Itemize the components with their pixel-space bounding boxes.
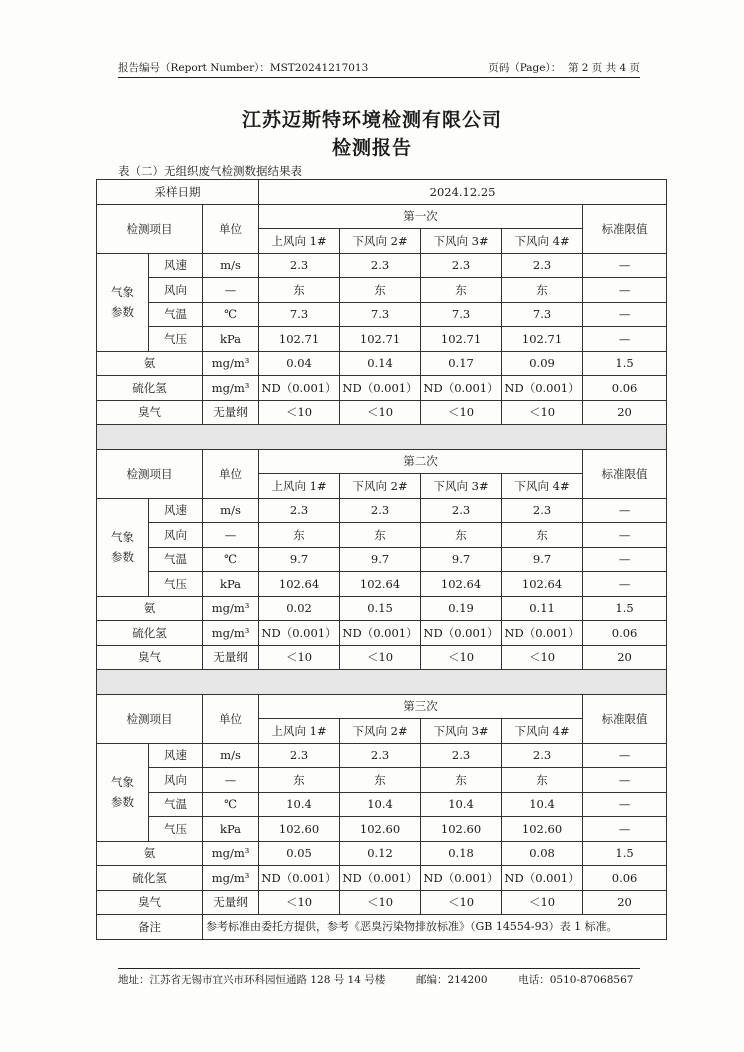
item-name: 风向 [149,278,203,303]
footer-phone: 电话：0510-87068567 [518,974,634,986]
page-number [488,60,640,75]
value-cell: 102.71 [421,327,502,352]
value-cell: ＜10 [259,645,340,670]
value-cell: 东 [259,523,340,548]
data-row [97,841,667,866]
data-row [97,351,667,376]
value-cell: 7.3 [340,302,421,327]
limit-cell: — [583,792,667,817]
value-cell: 0.04 [259,351,340,376]
data-row [97,645,667,670]
value-cell: ＜10 [502,645,583,670]
report-number-label: 报告编号（Report Number）： [118,62,270,74]
point-header: 下风向 3# [421,229,502,254]
data-row [97,572,667,597]
value-cell: 0.09 [502,351,583,376]
limit-cell: — [583,278,667,303]
data-row [97,596,667,621]
item-name: 硫化氢 [97,376,203,401]
page-header [118,60,640,78]
value-cell: ND（0.001） [421,866,502,891]
limit-cell: — [583,572,667,597]
sampling-date-value: 2024.12.25 [259,180,667,205]
data-row [97,866,667,891]
value-cell: 0.18 [421,841,502,866]
remark-row [97,915,667,940]
value-cell: 0.14 [340,351,421,376]
unit-cell: ℃ [203,792,259,817]
value-cell: 东 [502,523,583,548]
value-cell: 2.3 [421,253,502,278]
section-gap-row [97,670,667,695]
item-name: 气压 [149,817,203,842]
value-cell: 102.71 [340,327,421,352]
data-row [97,523,667,548]
value-cell: ＜10 [421,645,502,670]
data-row [97,253,667,278]
unit-cell: m/s [203,743,259,768]
data-row [97,498,667,523]
value-cell: 9.7 [340,547,421,572]
value-cell: 2.3 [259,743,340,768]
data-row [97,621,667,646]
value-cell: 102.64 [259,572,340,597]
value-cell: 102.71 [259,327,340,352]
footer-address: 地址：江苏省无锡市宜兴市环科园恒通路 128 号 14 号楼 [118,974,386,986]
unit-cell: 无量纲 [203,645,259,670]
value-cell: 东 [340,523,421,548]
value-cell: ND（0.001） [421,621,502,646]
item-name: 氨 [97,596,203,621]
limit-cell: 0.06 [583,376,667,401]
item-header: 检测项目 [97,204,203,253]
unit-header: 单位 [203,449,259,498]
item-name: 臭气 [97,890,203,915]
value-cell: 2.3 [421,743,502,768]
section-gap [97,425,667,450]
point-header: 下风向 4# [502,229,583,254]
item-name: 氨 [97,351,203,376]
round-header-row [97,449,667,474]
limit-cell: — [583,743,667,768]
unit-cell: kPa [203,327,259,352]
group-label-text: 气象参数 [111,530,134,564]
meteorological-group-label [97,743,149,841]
value-cell: ND（0.001） [340,621,421,646]
value-cell: 7.3 [421,302,502,327]
point-header: 下风向 3# [421,719,502,744]
value-cell: 东 [340,278,421,303]
report-title: 检测报告 [331,137,412,159]
value-cell: 0.15 [340,596,421,621]
remark-text: 参考标准由委托方提供，参考《恶臭污染物排放标准》（GB 14554-93）表 1 标准。 [203,915,667,940]
value-cell: ＜10 [421,890,502,915]
footer-postcode: 邮编：214200 [415,974,488,986]
value-cell: 10.4 [502,792,583,817]
unit-cell: mg/m³ [203,841,259,866]
limit-cell: 20 [583,645,667,670]
value-cell: ＜10 [340,645,421,670]
value-cell: 10.4 [421,792,502,817]
limit-cell: — [583,768,667,793]
value-cell: ＜10 [259,890,340,915]
value-cell: 102.60 [502,817,583,842]
value-cell: 102.60 [259,817,340,842]
data-row [97,547,667,572]
item-name: 气温 [149,792,203,817]
point-header: 上风向 1# [259,719,340,744]
data-row [97,792,667,817]
round-header-row [97,694,667,719]
sampling-date-row [97,180,667,205]
meteorological-group-label [97,498,149,596]
results-table [96,179,667,940]
data-row [97,768,667,793]
value-cell: 9.7 [259,547,340,572]
limit-header: 标准限值 [583,204,667,253]
limit-cell: — [583,523,667,548]
limit-cell: 0.06 [583,621,667,646]
value-cell: 2.3 [421,498,502,523]
section-gap [97,670,667,695]
unit-cell: — [203,768,259,793]
value-cell: 东 [502,768,583,793]
item-name: 气温 [149,547,203,572]
data-row [97,743,667,768]
item-name: 风速 [149,253,203,278]
value-cell: 10.4 [340,792,421,817]
item-name: 臭气 [97,400,203,425]
unit-cell: m/s [203,498,259,523]
value-cell: ND（0.001） [259,376,340,401]
value-cell: 东 [421,278,502,303]
limit-cell: 20 [583,400,667,425]
value-cell: 7.3 [259,302,340,327]
item-name: 气压 [149,327,203,352]
value-cell: ND（0.001） [259,866,340,891]
unit-cell: — [203,523,259,548]
round-name: 第一次 [259,204,583,229]
value-cell: 102.64 [502,572,583,597]
point-header: 下风向 4# [502,719,583,744]
point-header: 下风向 2# [340,229,421,254]
item-name: 硫化氢 [97,621,203,646]
table-caption: 表（二）无组织废气检测数据结果表 [118,164,302,178]
unit-cell: kPa [203,572,259,597]
report-number-value: MST20241217013 [269,62,369,74]
meteorological-group-label [97,253,149,351]
group-label-text: 气象参数 [111,775,134,809]
limit-cell: — [583,498,667,523]
value-cell: ND（0.001） [502,376,583,401]
unit-cell: mg/m³ [203,351,259,376]
limit-cell: 20 [583,890,667,915]
value-cell: ＜10 [421,400,502,425]
unit-cell: ℃ [203,302,259,327]
limit-cell: — [583,253,667,278]
limit-cell: — [583,302,667,327]
limit-cell: 1.5 [583,841,667,866]
value-cell: ND（0.001） [340,866,421,891]
value-cell: ND（0.001） [502,621,583,646]
value-cell: 102.71 [502,327,583,352]
group-label-text: 气象参数 [111,285,134,319]
value-cell: 0.02 [259,596,340,621]
value-cell: ＜10 [259,400,340,425]
unit-cell: 无量纲 [203,890,259,915]
page-number-label: 页码（Page）： [488,62,562,74]
value-cell: ＜10 [340,890,421,915]
value-cell: 102.60 [340,817,421,842]
company-name: 江苏迈斯特环境检测有限公司 [241,109,502,131]
value-cell: 0.05 [259,841,340,866]
limit-header: 标准限值 [583,449,667,498]
limit-cell: — [583,327,667,352]
value-cell: 东 [421,768,502,793]
value-cell: ND（0.001） [421,376,502,401]
limit-header: 标准限值 [583,694,667,743]
value-cell: ND（0.001） [340,376,421,401]
value-cell: 102.60 [421,817,502,842]
value-cell: 2.3 [502,743,583,768]
unit-cell: ℃ [203,547,259,572]
value-cell: 东 [259,278,340,303]
item-header: 检测项目 [97,449,203,498]
item-name: 气压 [149,572,203,597]
round-name: 第三次 [259,694,583,719]
report-number [118,60,368,75]
point-header: 上风向 1# [259,229,340,254]
value-cell: 0.08 [502,841,583,866]
item-name: 气温 [149,302,203,327]
value-cell: 0.19 [421,596,502,621]
point-header: 下风向 2# [340,474,421,499]
value-cell: 10.4 [259,792,340,817]
value-cell: 东 [502,278,583,303]
value-cell: ND（0.001） [502,866,583,891]
data-row [97,278,667,303]
unit-header: 单位 [203,694,259,743]
limit-cell: 0.06 [583,866,667,891]
point-header: 下风向 3# [421,474,502,499]
value-cell: ＜10 [502,400,583,425]
data-row [97,400,667,425]
unit-cell: kPa [203,817,259,842]
value-cell: 东 [340,768,421,793]
data-row [97,327,667,352]
item-name: 臭气 [97,645,203,670]
value-cell: 9.7 [502,547,583,572]
value-cell: 2.3 [340,498,421,523]
item-name: 风速 [149,498,203,523]
unit-cell: 无量纲 [203,400,259,425]
value-cell: 2.3 [259,498,340,523]
data-row [97,817,667,842]
value-cell: 2.3 [502,498,583,523]
data-row [97,302,667,327]
unit-cell: mg/m³ [203,596,259,621]
item-name: 氨 [97,841,203,866]
data-row [97,376,667,401]
remark-label: 备注 [97,915,203,940]
unit-cell: mg/m³ [203,621,259,646]
value-cell: 0.11 [502,596,583,621]
value-cell: 东 [259,768,340,793]
value-cell: 2.3 [502,253,583,278]
point-header: 下风向 2# [340,719,421,744]
limit-cell: — [583,817,667,842]
page-number-value: 第 2 页 共 4 页 [567,62,640,74]
unit-cell: m/s [203,253,259,278]
item-name: 风向 [149,768,203,793]
round-header-row [97,204,667,229]
item-name: 风向 [149,523,203,548]
item-header: 检测项目 [97,694,203,743]
value-cell: 0.17 [421,351,502,376]
unit-cell: mg/m³ [203,376,259,401]
value-cell: ＜10 [502,890,583,915]
limit-cell: — [583,547,667,572]
value-cell: 7.3 [502,302,583,327]
limit-cell: 1.5 [583,351,667,376]
value-cell: ＜10 [340,400,421,425]
value-cell: 2.3 [259,253,340,278]
value-cell: 9.7 [421,547,502,572]
page-footer [118,968,640,987]
unit-header: 单位 [203,204,259,253]
limit-cell: 1.5 [583,596,667,621]
round-name: 第二次 [259,449,583,474]
value-cell: 东 [421,523,502,548]
unit-cell: — [203,278,259,303]
value-cell: 102.64 [421,572,502,597]
value-cell: 0.12 [340,841,421,866]
unit-cell: mg/m³ [203,866,259,891]
item-name: 硫化氢 [97,866,203,891]
value-cell: ND（0.001） [259,621,340,646]
section-gap-row [97,425,667,450]
point-header: 下风向 4# [502,474,583,499]
value-cell: 2.3 [340,743,421,768]
value-cell: 102.64 [340,572,421,597]
data-row [97,890,667,915]
item-name: 风速 [149,743,203,768]
sampling-date-label: 采样日期 [97,180,259,205]
value-cell: 2.3 [340,253,421,278]
point-header: 上风向 1# [259,474,340,499]
